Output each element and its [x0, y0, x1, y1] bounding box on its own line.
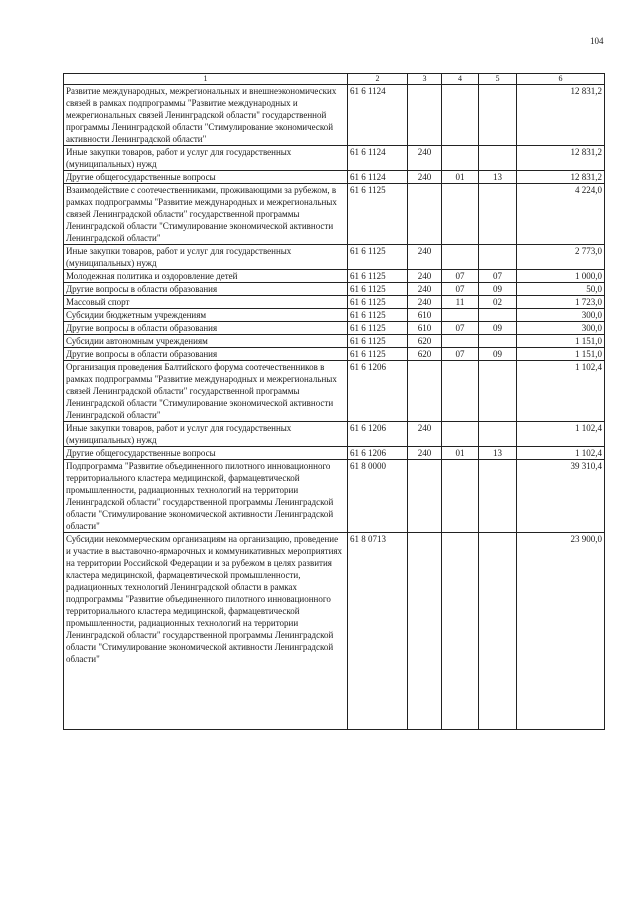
row-code: 61 6 1125: [348, 245, 408, 270]
row-amount: 1 723,0: [517, 296, 605, 309]
row-name: Другие общегосударственные вопросы: [64, 447, 348, 460]
table-row: [64, 422, 605, 447]
table-row: [64, 533, 605, 730]
row-pr: [479, 184, 517, 245]
row-vr: 240: [408, 171, 442, 184]
row-code: 61 8 0000: [348, 460, 408, 533]
table-row: [64, 309, 605, 322]
row-pr: 09: [479, 348, 517, 361]
row-amount: 1 151,0: [517, 335, 605, 348]
row-code: 61 6 1206: [348, 422, 408, 447]
row-rz: [442, 460, 479, 533]
row-pr: [479, 361, 517, 422]
row-code: 61 6 1125: [348, 270, 408, 283]
row-name: Иные закупки товаров, работ и услуг для государственных (муниципальных) нужд: [64, 245, 348, 270]
table-row: [64, 460, 605, 533]
row-code: 61 6 1125: [348, 283, 408, 296]
row-pr: 13: [479, 447, 517, 460]
row-vr: 240: [408, 283, 442, 296]
row-rz: [442, 335, 479, 348]
row-code: 61 6 1125: [348, 322, 408, 335]
row-vr: 240: [408, 245, 442, 270]
budget-table: [63, 73, 605, 730]
row-vr: 240: [408, 296, 442, 309]
row-rz: [442, 146, 479, 171]
header-row: [64, 74, 605, 85]
row-code: 61 8 0713: [348, 533, 408, 730]
header-cell: 1: [64, 74, 348, 85]
row-amount: 23 900,0: [517, 533, 605, 730]
table-row: [64, 335, 605, 348]
table-row: [64, 245, 605, 270]
page-number: 104: [590, 36, 604, 46]
row-amount: 12 831,2: [517, 85, 605, 146]
row-vr: [408, 85, 442, 146]
row-name: Субсидии некоммерческим организациям на организацию, проведение и участие в выставочно-ярмарочных и коммуникативных мероприятиях на территории Российской Федерации и за рубежом в целях развития кластера медицинской, фармацевтической промышленности, радиационных технологий Ленинградской области в рамках подпрограммы "Развитие объединенного пилотного инновационного территориального кластера медицинской, фармацевтической промышленности, радиационных технологий на территории Ленинградской области" государственной программы Ленинградской области "Стимулирование экономической активности Ленинградской области": [64, 533, 348, 730]
row-rz: 07: [442, 322, 479, 335]
row-amount: 1 000,0: [517, 270, 605, 283]
table-row: [64, 146, 605, 171]
row-vr: 610: [408, 309, 442, 322]
row-pr: [479, 309, 517, 322]
row-rz: 07: [442, 270, 479, 283]
table-row: [64, 171, 605, 184]
row-vr: 240: [408, 422, 442, 447]
table-row: [64, 348, 605, 361]
row-code: 61 6 1124: [348, 85, 408, 146]
row-name: Молодежная политика и оздоровление детей: [64, 270, 348, 283]
row-pr: [479, 146, 517, 171]
table-row: [64, 184, 605, 245]
row-name: Другие вопросы в области образования: [64, 322, 348, 335]
row-rz: [442, 533, 479, 730]
table-row: [64, 361, 605, 422]
row-rz: 01: [442, 447, 479, 460]
row-vr: 240: [408, 447, 442, 460]
header-cell: 4: [442, 74, 479, 85]
row-name: Другие вопросы в области образования: [64, 283, 348, 296]
row-amount: 1 151,0: [517, 348, 605, 361]
row-code: 61 6 1124: [348, 146, 408, 171]
row-name: Другие вопросы в области образования: [64, 348, 348, 361]
header-cell: 2: [348, 74, 408, 85]
row-pr: [479, 533, 517, 730]
row-vr: [408, 184, 442, 245]
row-code: 61 6 1125: [348, 309, 408, 322]
header-cell: 3: [408, 74, 442, 85]
table-row: [64, 296, 605, 309]
row-pr: [479, 245, 517, 270]
row-rz: 07: [442, 283, 479, 296]
row-pr: [479, 460, 517, 533]
row-vr: [408, 460, 442, 533]
row-pr: 09: [479, 322, 517, 335]
row-code: 61 6 1125: [348, 296, 408, 309]
row-name: Развитие международных, межрегиональных и внешнеэкономических связей в рамках подпрограммы "Развитие международных и межрегиональных связей Ленинградской области" государственной программы Ленинградской области "Стимулирование экономической активности Ленинградской области": [64, 85, 348, 146]
row-pr: 13: [479, 171, 517, 184]
row-amount: 300,0: [517, 322, 605, 335]
row-vr: 610: [408, 322, 442, 335]
table-row: [64, 270, 605, 283]
row-pr: 07: [479, 270, 517, 283]
row-vr: 240: [408, 270, 442, 283]
row-name: Массовый спорт: [64, 296, 348, 309]
row-amount: 4 224,0: [517, 184, 605, 245]
row-amount: 50,0: [517, 283, 605, 296]
row-name: Субсидии бюджетным учреждениям: [64, 309, 348, 322]
row-name: Иные закупки товаров, работ и услуг для государственных (муниципальных) нужд: [64, 422, 348, 447]
header-cell: 5: [479, 74, 517, 85]
row-amount: 1 102,4: [517, 422, 605, 447]
row-code: 61 6 1125: [348, 348, 408, 361]
row-vr: 620: [408, 335, 442, 348]
row-rz: 11: [442, 296, 479, 309]
row-name: Организация проведения Балтийского форума соотечественников в рамках подпрограммы "Развитие международных и межрегиональных связей Ленинградской области" государственной программы Ленинградской области "Стимулирование экономической активности Ленинградской области": [64, 361, 348, 422]
table-row: [64, 447, 605, 460]
row-vr: 620: [408, 348, 442, 361]
row-amount: 12 831,2: [517, 146, 605, 171]
row-name: Иные закупки товаров, работ и услуг для государственных (муниципальных) нужд: [64, 146, 348, 171]
row-rz: [442, 422, 479, 447]
row-rz: 01: [442, 171, 479, 184]
row-amount: 300,0: [517, 309, 605, 322]
row-amount: 1 102,4: [517, 447, 605, 460]
header-cell: 6: [517, 74, 605, 85]
row-code: 61 6 1206: [348, 447, 408, 460]
row-rz: 07: [442, 348, 479, 361]
row-name: Взаимодействие с соотечественниками, проживающими за рубежом, в рамках подпрограммы "Развитие международных и межрегиональных связей Ленинградской области" государственной программы Ленинградской области "Стимулирование экономической активности Ленинградской области": [64, 184, 348, 245]
row-name: Субсидии автономным учреждениям: [64, 335, 348, 348]
row-pr: [479, 335, 517, 348]
row-amount: 12 831,2: [517, 171, 605, 184]
row-name: Другие общегосударственные вопросы: [64, 171, 348, 184]
row-name: Подпрограмма "Развитие объединенного пилотного инновационного территориального кластера медицинской, фармацевтической промышленности, радиационных технологий на территории Ленинградской области" государственной программы Ленинградской области "Стимулирование экономической активности Ленинградской области": [64, 460, 348, 533]
table-row: [64, 85, 605, 146]
row-vr: [408, 361, 442, 422]
row-rz: [442, 309, 479, 322]
row-amount: 2 773,0: [517, 245, 605, 270]
row-code: 61 6 1125: [348, 335, 408, 348]
row-code: 61 6 1125: [348, 184, 408, 245]
row-vr: [408, 533, 442, 730]
table-row: [64, 322, 605, 335]
row-amount: 1 102,4: [517, 361, 605, 422]
row-rz: [442, 85, 479, 146]
row-code: 61 6 1124: [348, 171, 408, 184]
row-rz: [442, 361, 479, 422]
row-code: 61 6 1206: [348, 361, 408, 422]
table-row: [64, 283, 605, 296]
row-rz: [442, 245, 479, 270]
row-pr: 02: [479, 296, 517, 309]
row-amount: 39 310,4: [517, 460, 605, 533]
row-pr: [479, 422, 517, 447]
row-pr: 09: [479, 283, 517, 296]
row-vr: 240: [408, 146, 442, 171]
row-rz: [442, 184, 479, 245]
row-pr: [479, 85, 517, 146]
